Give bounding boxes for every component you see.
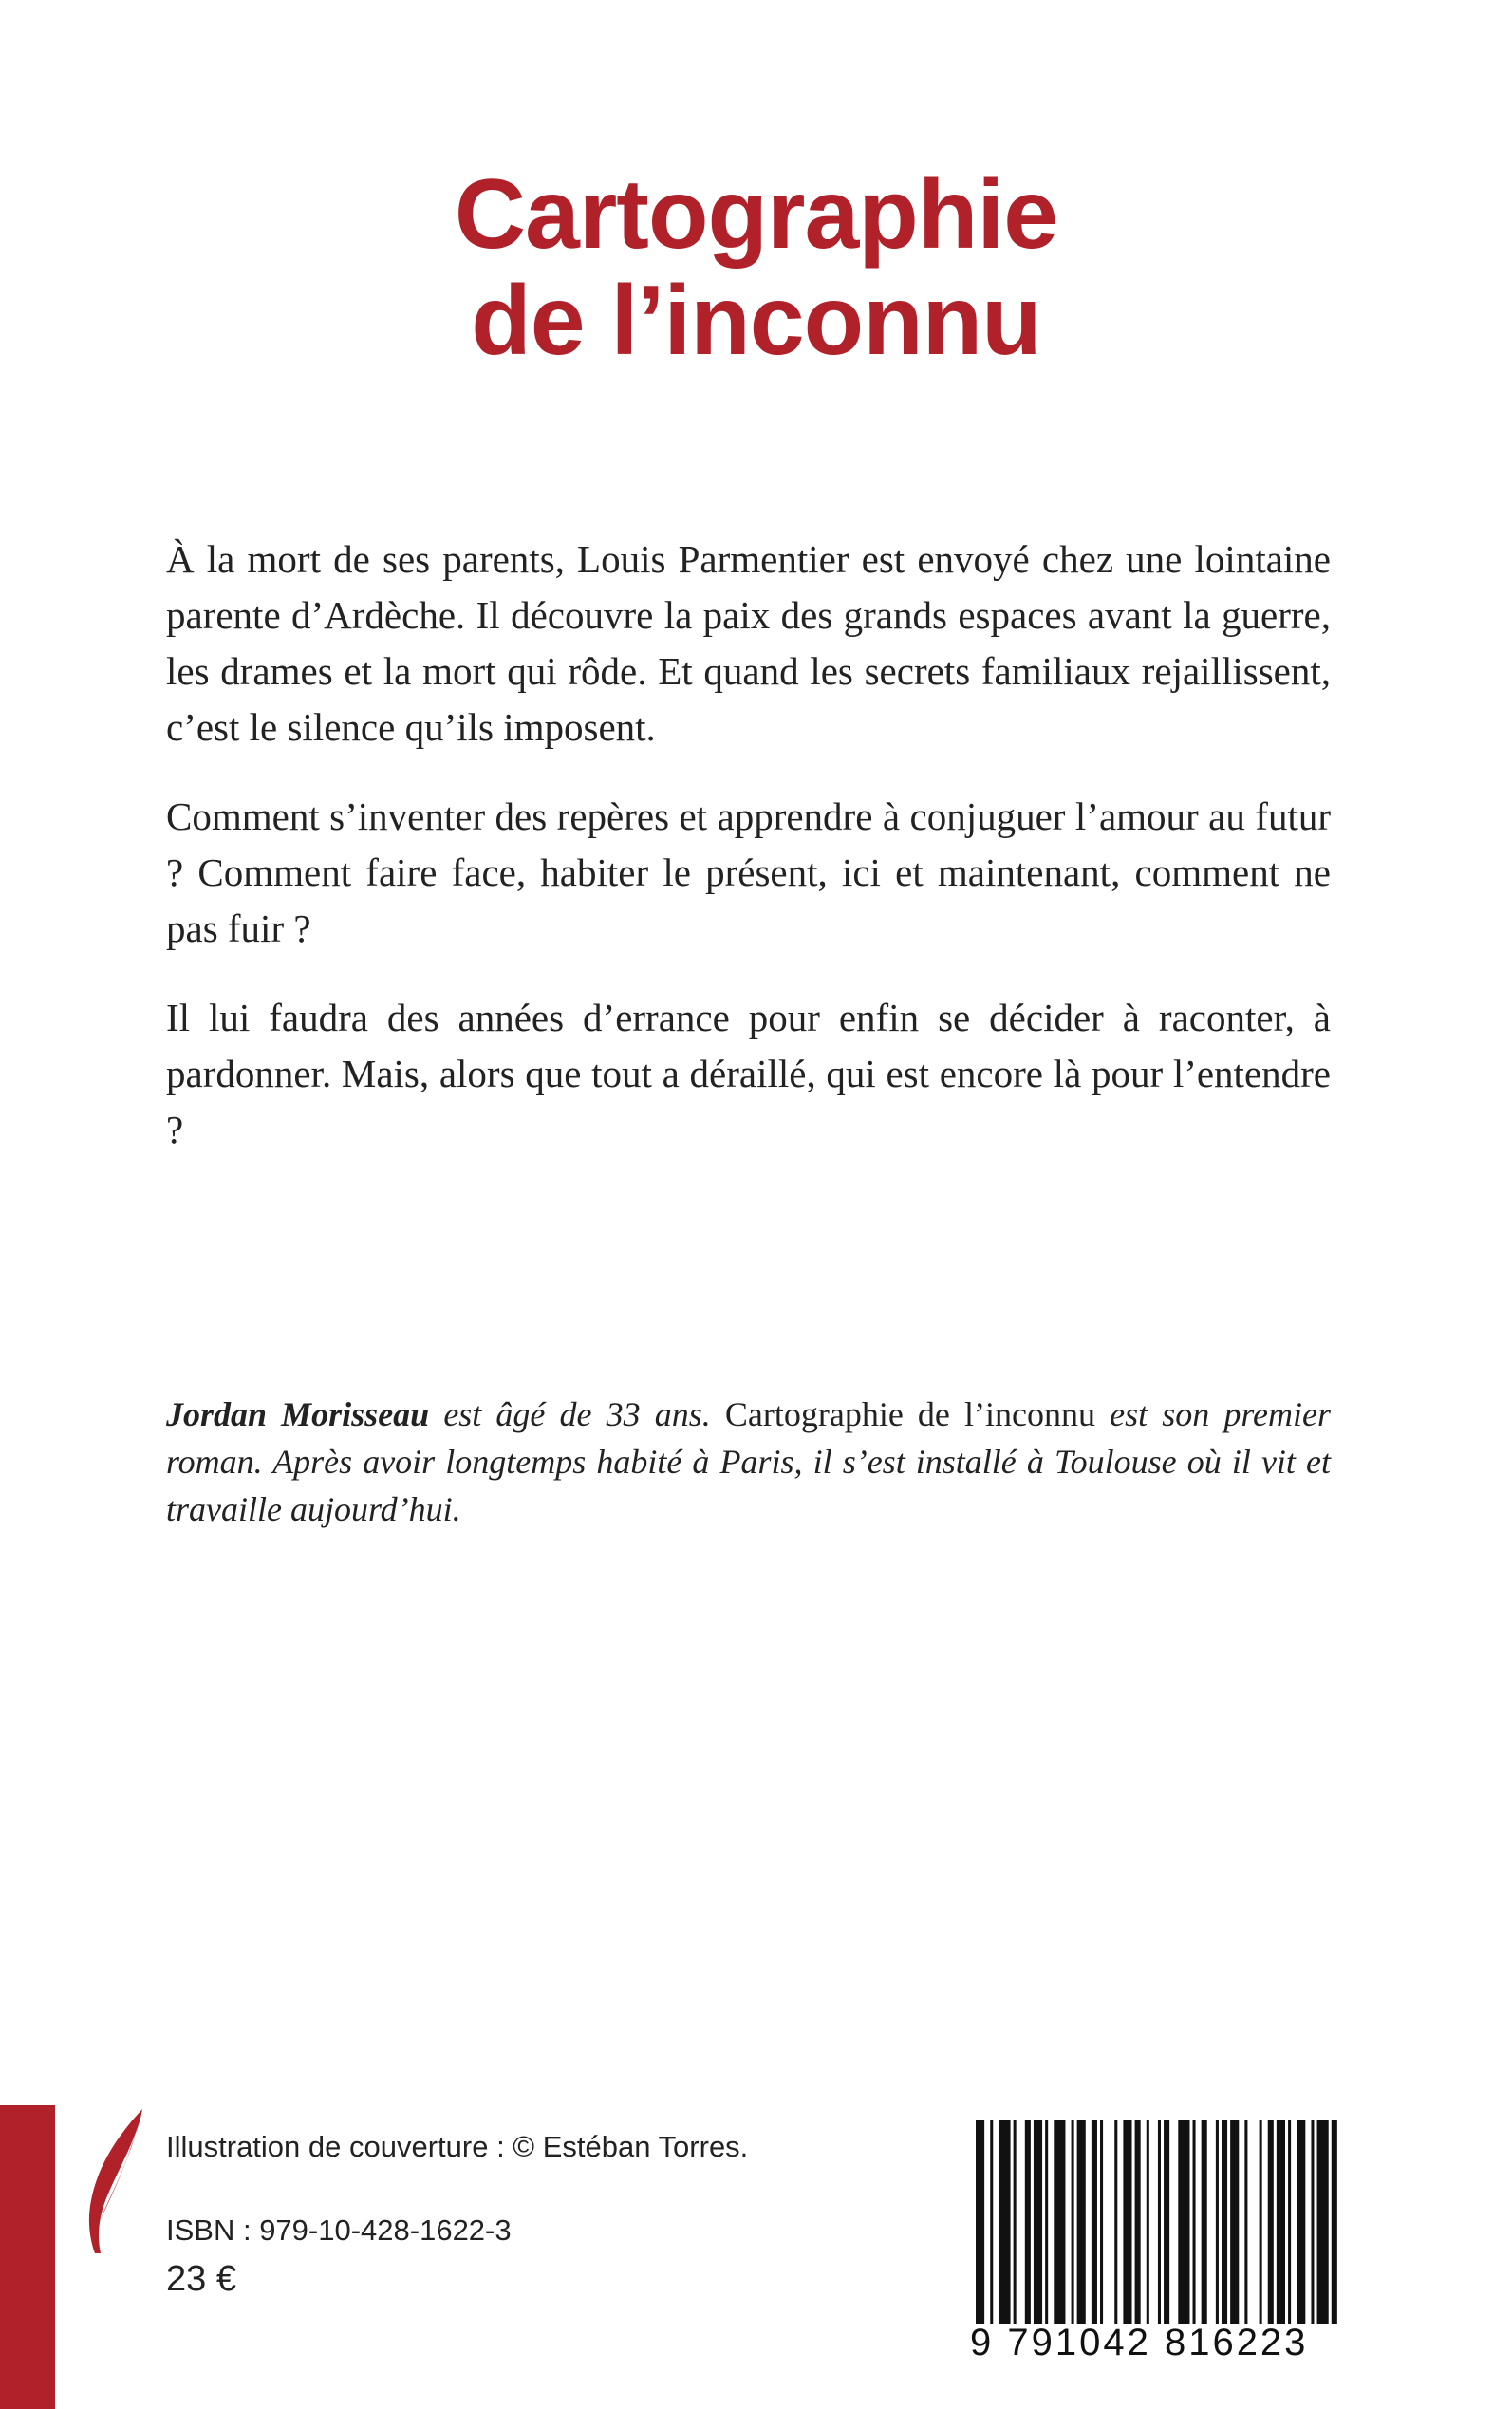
barcode-bar [1216,2120,1219,2324]
barcode-bar [1244,2120,1247,2324]
synopsis [166,532,1331,1191]
barcode-bar [1202,2120,1207,2324]
barcode-bar [1025,2120,1031,2324]
barcode-bar [1158,2120,1161,2324]
barcode-bar [1014,2120,1017,2324]
illustration-credit: Illustration de couverture : © Estéban Torres. [166,2130,749,2163]
barcode-bar [1100,2120,1103,2324]
price: 23 € [166,2259,236,2299]
author-bio-book-title: Cartographie de l’inconnu [724,1395,1095,1433]
publisher-red-bar [0,2105,55,2409]
barcode-bar [1178,2120,1189,2324]
isbn: ISBN : 979-10-428-1622-3 [166,2213,512,2247]
barcode-bar [1222,2120,1227,2324]
synopsis-paragraph-2: Comment s’inventer des repères et apprendre à conjuguer l’amour au futur ? Comment faire face, habiter le présent, ici et maintenant, comment ne pas fuir ? [166,794,1331,950]
barcode-bar [1147,2120,1149,2324]
feather-icon [82,2105,148,2257]
author-name: Jordan Morisseau [166,1395,430,1433]
barcode-bar [1114,2120,1117,2324]
barcode-bar [1317,2120,1329,2324]
book-title [0,161,1512,374]
barcode-bar [1034,2120,1042,2324]
barcode-bar [1260,2120,1262,2324]
barcode [976,2120,1346,2324]
barcode-bar [1277,2120,1285,2324]
barcode-bar [1311,2120,1314,2324]
author-bio-part-1: est âgé de 33 ans. [429,1395,725,1433]
barcode-bar [1193,2120,1196,2324]
barcode-bar [999,2120,1010,2324]
author-bio-text [166,1391,1331,1533]
barcode-bar [1230,2120,1239,2324]
author-bio [166,1391,1331,1533]
barcode-bar [1045,2120,1048,2324]
author-bio-part-2: est son premier roman. Après avoir longtemps habité à Paris, il s’est installé à Toulouse où il vit et travaille aujourd’hui. [166,1395,1331,1528]
barcode-bar [1288,2120,1291,2324]
barcode-bar [1297,2120,1305,2324]
barcode-bar [1123,2120,1131,2324]
barcode-bar [1072,2120,1074,2324]
synopsis-paragraph-3: Il lui faudra des années d’errance pour enfin se décider à raconter, à pardonner. Mais, alors que tout a déraillé, qui est encore là pour l’entendre ? [166,996,1331,1151]
barcode-bar [1054,2120,1065,2324]
barcode-digits: 9 791042 816223 [970,2322,1309,2363]
barcode-bar [1077,2120,1086,2324]
barcode-bar [976,2120,984,2324]
barcode-bar [1135,2120,1141,2324]
barcode-bar [1164,2120,1169,2324]
barcode-bar [1332,2120,1337,2324]
barcode-bar [990,2120,993,2324]
book-title-line-1: Cartographie [454,159,1058,270]
barcode-bar [1092,2120,1097,2324]
synopsis-paragraph-1: À la mort de ses parents, Louis Parmentier est envoyé chez une lointaine parente d’Ardèche. Il découvre la paix des grands espaces avant la guerre, les drames et la mort qui rôde. Et quand les secrets familiaux rejaillissent, c’est le silence qu’ils imposent. [166,537,1331,749]
book-title-line-2: de l’inconnu [471,266,1041,376]
barcode-bar [1268,2120,1274,2324]
